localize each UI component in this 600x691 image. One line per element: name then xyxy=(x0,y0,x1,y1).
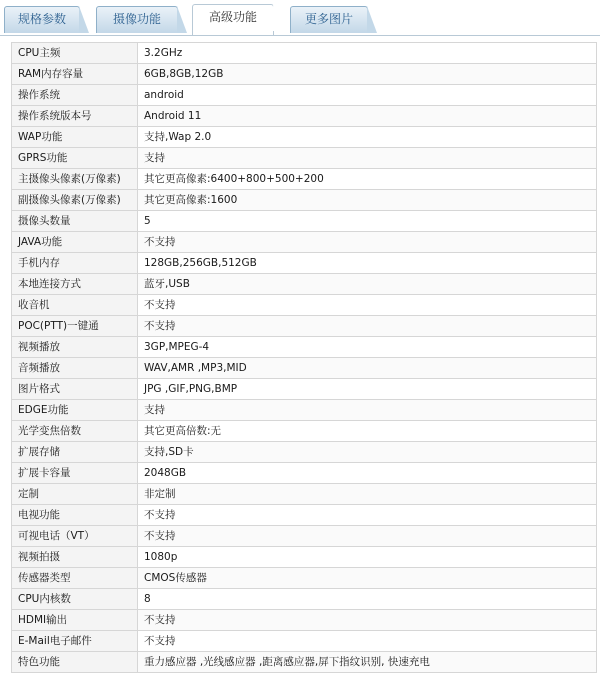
table-row xyxy=(12,232,597,253)
table-row xyxy=(12,337,597,358)
table-row xyxy=(12,484,597,505)
spec-value: 8 xyxy=(138,589,597,610)
spec-key: 视频拍摄 xyxy=(12,547,138,568)
table-row xyxy=(12,316,597,337)
spec-key: 摄像头数量 xyxy=(12,211,138,232)
spec-key: GPRS功能 xyxy=(12,148,138,169)
tab-bar xyxy=(0,0,600,36)
table-row xyxy=(12,64,597,85)
spec-key: RAM内存容量 xyxy=(12,64,138,85)
spec-key: 副摄像头像素(万像素) xyxy=(12,190,138,211)
table-row xyxy=(12,358,597,379)
spec-key: 电视功能 xyxy=(12,505,138,526)
spec-key: 扩展存储 xyxy=(12,442,138,463)
spec-key: 光学变焦倍数 xyxy=(12,421,138,442)
spec-value: 6GB,8GB,12GB xyxy=(138,64,597,85)
spec-value: 支持,SD卡 xyxy=(138,442,597,463)
spec-key: 扩展卡容量 xyxy=(12,463,138,484)
spec-value: 重力感应器 ,光线感应器 ,距离感应器,屏下指纹识别, 快速充电 xyxy=(138,652,597,673)
spec-value: 其它更高像素:6400+800+500+200 xyxy=(138,169,597,190)
table-row xyxy=(12,526,597,547)
table-row xyxy=(12,400,597,421)
spec-key: 本地连接方式 xyxy=(12,274,138,295)
table-row xyxy=(12,169,597,190)
spec-key: 手机内存 xyxy=(12,253,138,274)
spec-value: CMOS传感器 xyxy=(138,568,597,589)
spec-key: WAP功能 xyxy=(12,127,138,148)
table-row xyxy=(12,442,597,463)
table-row xyxy=(12,547,597,568)
table-row xyxy=(12,652,597,673)
spec-value: 2048GB xyxy=(138,463,597,484)
table-row xyxy=(12,106,597,127)
spec-value: 不支持 xyxy=(138,295,597,316)
table-row xyxy=(12,610,597,631)
spec-value: 不支持 xyxy=(138,316,597,337)
table-row xyxy=(12,274,597,295)
table-row xyxy=(12,463,597,484)
spec-value: 不支持 xyxy=(138,232,597,253)
table-row xyxy=(12,85,597,106)
spec-value: 蓝牙,USB xyxy=(138,274,597,295)
spec-value: JPG ,GIF,PNG,BMP xyxy=(138,379,597,400)
spec-key: 定制 xyxy=(12,484,138,505)
spec-value: 3.2GHz xyxy=(138,43,597,64)
table-row xyxy=(12,253,597,274)
table-row xyxy=(12,421,597,442)
spec-value: 不支持 xyxy=(138,631,597,652)
table-row xyxy=(12,211,597,232)
table-row xyxy=(12,148,597,169)
spec-key: EDGE功能 xyxy=(12,400,138,421)
spec-table xyxy=(11,42,597,673)
spec-key: HDMI输出 xyxy=(12,610,138,631)
table-row xyxy=(12,568,597,589)
table-row xyxy=(12,43,597,64)
tab-camera-label: 摄像功能 xyxy=(112,12,161,26)
spec-key: 传感器类型 xyxy=(12,568,138,589)
table-row xyxy=(12,589,597,610)
spec-key: JAVA功能 xyxy=(12,232,138,253)
table-row xyxy=(12,295,597,316)
tab-baseline xyxy=(0,35,600,36)
table-row xyxy=(12,127,597,148)
table-row xyxy=(12,190,597,211)
spec-key: 主摄像头像素(万像素) xyxy=(12,169,138,190)
spec-key: CPU内核数 xyxy=(12,589,138,610)
spec-key: 操作系统 xyxy=(12,85,138,106)
tab-advanced[interactable] xyxy=(192,4,274,36)
spec-value: 不支持 xyxy=(138,526,597,547)
tab-more-images-label: 更多图片 xyxy=(304,12,353,26)
spec-key: 可视电话（VT） xyxy=(12,526,138,547)
spec-key: POC(PTT)一键通 xyxy=(12,316,138,337)
spec-value: 支持 xyxy=(138,400,597,421)
table-row xyxy=(12,505,597,526)
tab-camera[interactable] xyxy=(96,6,178,33)
table-row xyxy=(12,631,597,652)
tab-more-images[interactable] xyxy=(290,6,368,33)
spec-key: 视频播放 xyxy=(12,337,138,358)
spec-key: E-Mail电子邮件 xyxy=(12,631,138,652)
spec-key: 特色功能 xyxy=(12,652,138,673)
spec-value: 其它更高倍数:无 xyxy=(138,421,597,442)
spec-value: 支持 xyxy=(138,148,597,169)
tab-specs-label: 规格参数 xyxy=(17,12,66,26)
spec-value: 非定制 xyxy=(138,484,597,505)
tab-advanced-label: 高级功能 xyxy=(208,10,257,24)
tab-specs[interactable] xyxy=(4,6,80,33)
spec-key: 音频播放 xyxy=(12,358,138,379)
spec-value: 不支持 xyxy=(138,610,597,631)
spec-key: CPU主频 xyxy=(12,43,138,64)
spec-value: 不支持 xyxy=(138,505,597,526)
spec-key: 收音机 xyxy=(12,295,138,316)
spec-key: 操作系统版本号 xyxy=(12,106,138,127)
spec-key: 图片格式 xyxy=(12,379,138,400)
spec-value: 其它更高像素:1600 xyxy=(138,190,597,211)
spec-value: 5 xyxy=(138,211,597,232)
spec-value: WAV,AMR ,MP3,MID xyxy=(138,358,597,379)
spec-value: 3GP,MPEG-4 xyxy=(138,337,597,358)
table-row xyxy=(12,379,597,400)
spec-value: android xyxy=(138,85,597,106)
spec-value: 支持,Wap 2.0 xyxy=(138,127,597,148)
spec-value: Android 11 xyxy=(138,106,597,127)
spec-value: 128GB,256GB,512GB xyxy=(138,253,597,274)
spec-value: 1080p xyxy=(138,547,597,568)
